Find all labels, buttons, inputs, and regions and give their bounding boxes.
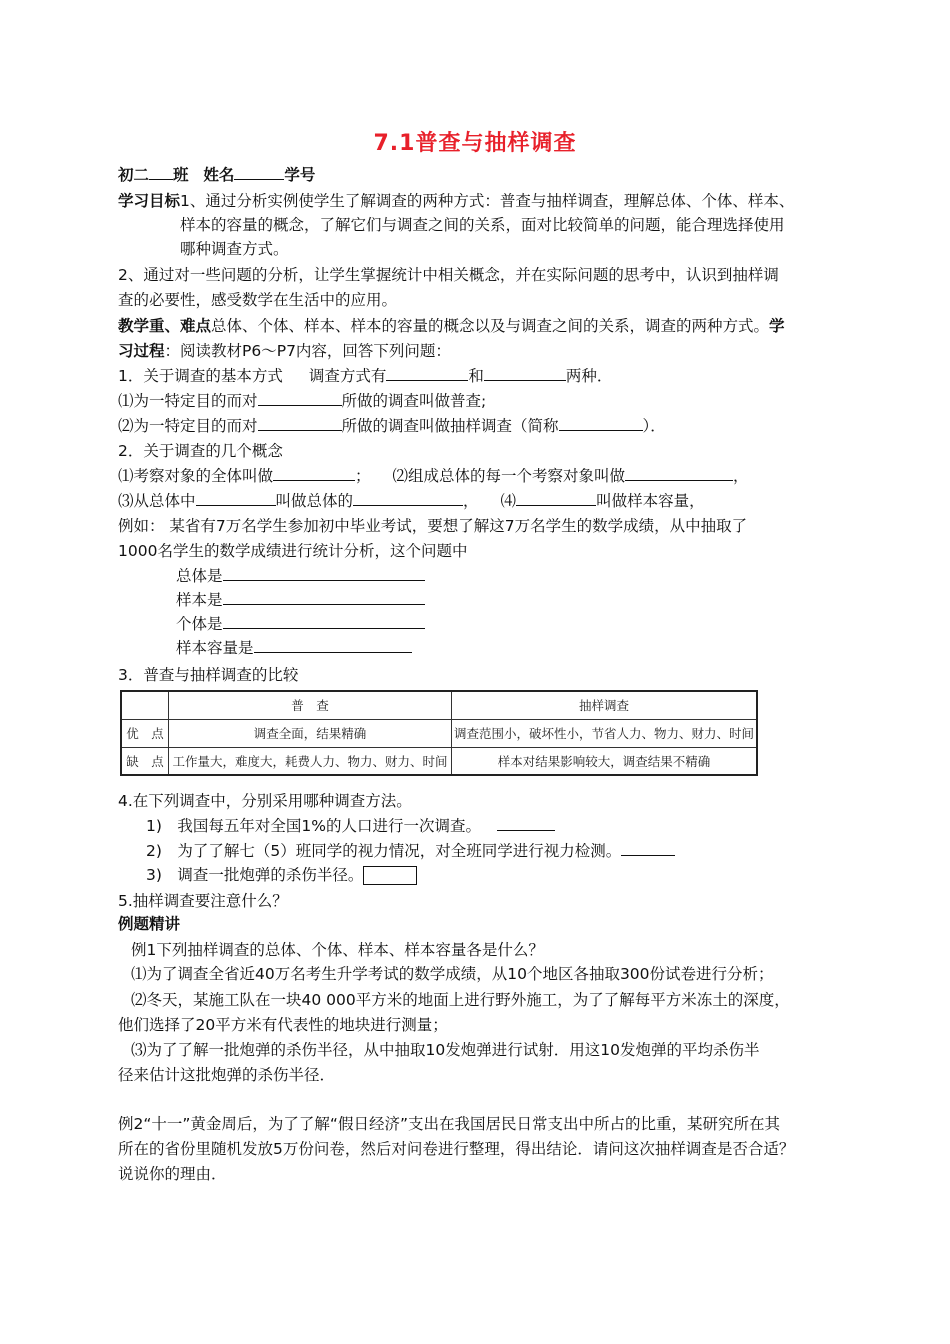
table-row-disadvantages	[121, 747, 757, 775]
sample-def-blank[interactable]	[353, 490, 463, 506]
q2-example-2: 1000名学生的数学成绩进行统计分析，这个问题中	[118, 542, 468, 560]
dis-sample-cell: 样本对结果影响较大，调查结果不精确	[452, 747, 758, 775]
keypoints-line: 教学重、难点总体、个体、样本、样本的容量的概念以及与调查之间的关系，调查的两种方式。学	[118, 317, 785, 335]
q4-answer-2[interactable]	[621, 840, 675, 856]
comparison-table	[120, 690, 758, 776]
q4-answer-1[interactable]	[497, 815, 555, 831]
table-row-advantages	[121, 719, 757, 747]
population-blank[interactable]	[223, 565, 425, 581]
census-blank[interactable]	[258, 390, 342, 406]
ex1-part-b-1: ⑵冬天，某施工队在一块40 000平方米的地面上进行野外施工，为了了解每平方米冻土的深度，	[131, 991, 790, 1009]
q5-heading: 5.抽样调查要注意什么？	[118, 892, 288, 910]
process-label: 习过程	[118, 342, 165, 360]
process-line: 习过程：阅读教材P6～P7内容，回答下列问题：	[118, 342, 451, 360]
examples-heading: 例题精讲	[118, 915, 181, 933]
goals-line-3: 哪种调查方式。	[180, 240, 289, 258]
q4-item-2: 2) 为了了解七（5）班同学的视力情况，对全班同学进行视力检测。	[146, 840, 675, 862]
q1-item-1: ⑴为一特定目的而对 所做的调查叫做普查;	[118, 392, 487, 410]
goals-line-5: 查的必要性，感受数学在生活中的应用。	[118, 291, 398, 309]
goals-line-2: 样本的容量的概念，了解它们与调查之间的关系，面对比较简单的问题，能合理选择使用	[180, 216, 785, 234]
student-info	[118, 164, 315, 186]
ex1-part-b-2: 他们选择了20平方米有代表性的地块进行测量；	[118, 1016, 448, 1034]
ex1-part-c-1: ⑶为了了解一批炮弹的杀伤半径，从中抽取10发炮弹进行试射．用这10发炮弹的平均杀伤半	[131, 1041, 760, 1059]
name-label: 姓名	[203, 166, 235, 184]
ex2-line-3: 说说你的理由．	[118, 1165, 227, 1183]
sample-field: 样本是	[176, 589, 425, 611]
ex1-part-a: ⑴为了调查全省近40万名考生升学考试的数学成绩，从10个地区各抽取300份试卷进行分析；	[131, 965, 774, 983]
q2-heading: 2．关于调查的几个概念	[118, 442, 283, 460]
q4-answer-3[interactable]	[363, 866, 417, 885]
ex1-title: 例1下列抽样调查的总体、个体、样本、样本容量各是什么？	[131, 941, 544, 959]
population-def-blank[interactable]	[273, 465, 355, 481]
q2-concepts-1: ⑴考察对象的全体叫做 ； ⑵组成总体的每一个考察对象叫做 ，	[118, 467, 749, 485]
row-adv-label: 优 点	[121, 719, 169, 747]
col-census: 普 查	[169, 691, 452, 719]
abbrev-blank[interactable]	[559, 415, 643, 431]
sample-size-def-blank[interactable]	[516, 490, 596, 506]
class-blank[interactable]	[149, 164, 173, 180]
class-label: 班	[173, 166, 189, 184]
sample-from-blank[interactable]	[196, 490, 276, 506]
individual-field: 个体是	[176, 613, 425, 635]
col-sample: 抽样调查	[452, 691, 758, 719]
sample-size-blank[interactable]	[254, 637, 412, 653]
ex2-line-1: 例2“十一”黄金周后，为了了解“假日经济”支出在我国居民日常支出中所占的比重，某研究所在其	[118, 1115, 780, 1133]
sample-size-field: 样本容量是	[176, 637, 412, 659]
sample-blank[interactable]	[223, 589, 425, 605]
page-title: 7.1普查与抽样调查	[373, 131, 577, 156]
q2-example-1: 例如： 某省有7万名学生参加初中毕业考试，要想了解这7万名学生的数学成绩，从中抽取了	[118, 517, 748, 535]
table-header-row	[121, 691, 757, 719]
method-blank-2[interactable]	[484, 365, 566, 381]
q3-heading: 3．普查与抽样调查的比较	[118, 666, 299, 684]
row-dis-label: 缺 点	[121, 747, 169, 775]
sample-survey-blank[interactable]	[258, 415, 342, 431]
id-label: 学号	[284, 166, 316, 184]
q1-heading: 1．关于调查的基本方式 调查方式有 和 两种．	[118, 367, 613, 385]
goals-line-1: 学习目标1、通过分析实例使学生了解调查的两种方式：普查与抽样调查，理解总体、个体、样本、	[118, 192, 795, 210]
q4-item-1: 1) 我国每五年对全国1%的人口进行一次调查。	[146, 815, 555, 837]
goals-line-4: 2、通过对一些问题的分析，让学生掌握统计中相关概念，并在实际问题的思考中，认识到抽样调	[118, 266, 779, 284]
adv-sample-cell: 调查范围小，破坏性小，节省人力、物力、财力、时间	[452, 719, 758, 747]
name-blank[interactable]	[234, 164, 284, 180]
population-field: 总体是	[176, 565, 425, 587]
dis-census-cell: 工作量大，难度大，耗费人力、物力、财力、时间	[169, 747, 452, 775]
individual-def-blank[interactable]	[625, 465, 733, 481]
q2-concepts-2: ⑶从总体中 叫做总体的 ， ⑷ 叫做样本容量，	[118, 492, 705, 510]
ex1-part-c-2: 径来估计这批炮弹的杀伤半径．	[118, 1066, 336, 1084]
adv-census-cell: 调查全面，结果精确	[169, 719, 452, 747]
goals-label: 学习目标	[118, 192, 181, 210]
method-blank-1[interactable]	[386, 365, 468, 381]
individual-blank[interactable]	[223, 613, 425, 629]
keypoints-label: 教学重、难点	[118, 317, 212, 335]
q4-heading: 4.在下列调查中，分别采用哪种调查方法。	[118, 792, 412, 810]
q1-item-2: ⑵为一特定目的而对 所做的调查叫做抽样调查（简称 ）．	[118, 417, 666, 435]
ex2-line-2: 所在的省份里随机发放5万份问卷，然后对问卷进行整理，得出结论．请问这次抽样调查是否合适？	[118, 1140, 795, 1158]
q4-item-3: 3) 调查一批炮弹的杀伤半径。	[146, 864, 417, 886]
table-corner	[121, 691, 169, 719]
grade-label: 初二	[118, 166, 150, 184]
